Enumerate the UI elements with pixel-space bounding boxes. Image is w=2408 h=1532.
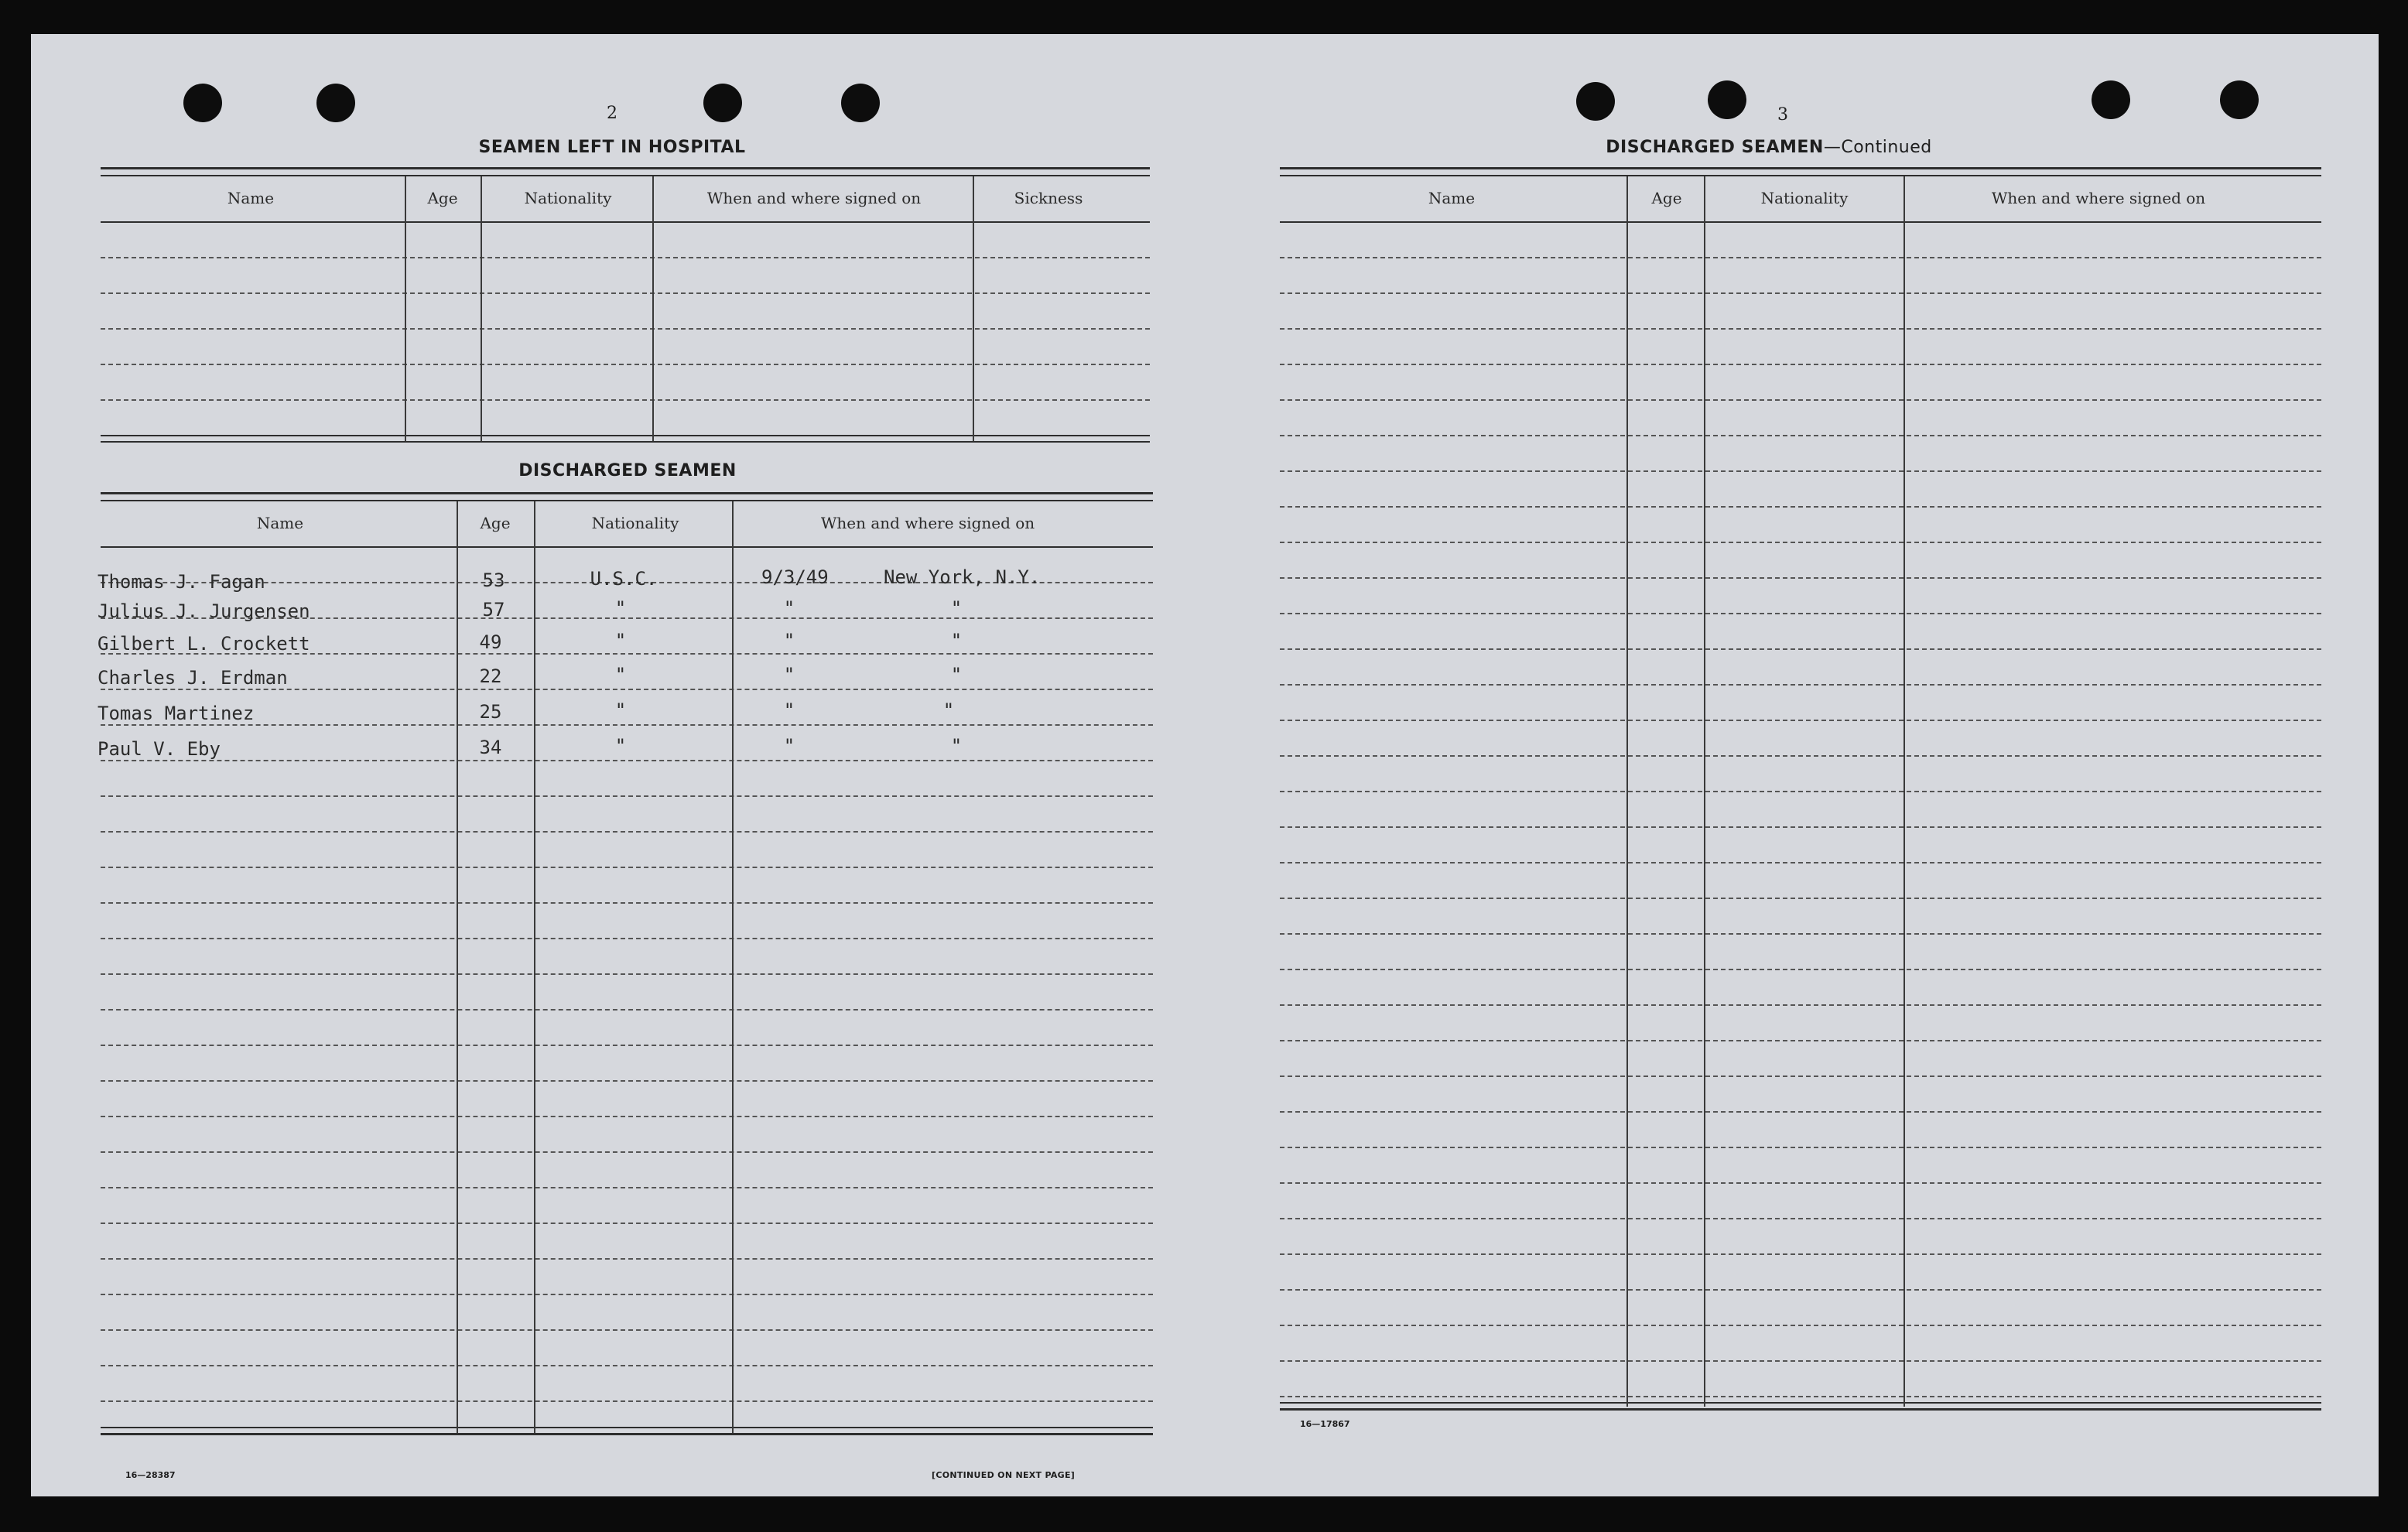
seaman-name: Tomas Martinez xyxy=(97,703,255,724)
table-row-line xyxy=(101,902,1153,904)
table-row-line xyxy=(1280,648,2321,650)
seaman-age: 25 xyxy=(479,701,502,723)
table-row-line xyxy=(101,1151,1153,1153)
table-row-line xyxy=(101,1009,1153,1011)
table-row-line xyxy=(101,328,1150,330)
table-rule xyxy=(1280,175,2321,176)
seaman-signed-on-place: " xyxy=(942,699,955,721)
seaman-nationality: " xyxy=(614,597,627,619)
punch-hole xyxy=(2092,80,2130,119)
table-row-line xyxy=(1280,1111,2321,1113)
continued-section-title xyxy=(1606,138,1931,157)
table-rule xyxy=(101,546,1153,548)
hospital-section-title: SEAMEN LEFT IN HOSPITAL xyxy=(478,138,746,157)
continued-header-signed-on: When and where signed on xyxy=(1991,189,2206,207)
seaman-signed-on-place: " xyxy=(950,664,963,686)
column-divider xyxy=(481,176,482,441)
table-row-line xyxy=(101,1365,1153,1366)
page-number: 3 xyxy=(1777,105,1788,125)
table-row-line xyxy=(1280,1289,2321,1291)
punch-hole xyxy=(316,84,355,122)
table-rule xyxy=(101,167,1150,169)
table-rule xyxy=(1280,1402,2321,1404)
table-row-line xyxy=(101,399,1150,401)
table-rule xyxy=(101,221,1150,223)
table-row-line xyxy=(1280,826,2321,828)
table-row-line xyxy=(101,867,1153,868)
form-number: 16—17867 xyxy=(1300,1419,1350,1429)
table-row-line xyxy=(1280,755,2321,757)
table-rule xyxy=(1280,1408,2321,1411)
punch-hole xyxy=(1576,82,1615,121)
table-row-line xyxy=(101,1329,1153,1331)
table-row-line xyxy=(1280,542,2321,543)
table-row-line xyxy=(1280,364,2321,365)
table-row-line xyxy=(1280,1218,2321,1219)
table-row-line xyxy=(1280,933,2321,935)
seaman-signed-on-date: " xyxy=(783,630,795,651)
hospital-header-signed-on: When and where signed on xyxy=(706,189,922,207)
table-row-line xyxy=(1280,1075,2321,1077)
table-rule xyxy=(101,1433,1153,1435)
continued-header-name: Name xyxy=(1428,189,1476,207)
punch-hole xyxy=(1708,80,1746,119)
table-row-line xyxy=(1280,506,2321,508)
column-divider xyxy=(973,176,974,441)
table-row-line xyxy=(1280,1182,2321,1184)
seaman-signed-on-place: " xyxy=(950,630,963,651)
column-divider xyxy=(1626,176,1628,1407)
discharged-header-nationality: Nationality xyxy=(591,514,679,532)
punch-hole xyxy=(2220,80,2259,119)
column-divider xyxy=(405,176,406,441)
table-row-line xyxy=(101,689,1153,690)
table-row-line xyxy=(101,938,1153,939)
punch-hole xyxy=(841,84,880,122)
table-row-line xyxy=(1280,257,2321,258)
table-row-line xyxy=(1280,399,2321,401)
column-divider xyxy=(732,501,734,1433)
table-row-line xyxy=(101,1223,1153,1224)
table-row-line xyxy=(1280,720,2321,721)
discharged-header-name: Name xyxy=(256,514,304,532)
table-rule xyxy=(1280,221,2321,223)
table-row-line xyxy=(1280,292,2321,294)
seaman-nationality: " xyxy=(614,630,627,651)
seaman-name: Thomas J. Fagan xyxy=(97,571,265,593)
seaman-age: 49 xyxy=(479,631,502,653)
seaman-name: Julius J. Jurgensen xyxy=(97,600,310,622)
table-rule xyxy=(1280,167,2321,169)
table-row-line xyxy=(101,831,1153,833)
seaman-name: Charles J. Erdman xyxy=(97,667,288,689)
seaman-nationality: " xyxy=(614,735,627,757)
table-row-line xyxy=(101,292,1150,294)
form-number: 16—28387 xyxy=(125,1470,176,1480)
table-row-line xyxy=(101,795,1153,797)
continued-title-suffix: —Continued xyxy=(1823,138,1932,157)
seaman-nationality: " xyxy=(614,699,627,721)
table-row-line xyxy=(1280,613,2321,614)
punch-hole xyxy=(183,84,222,122)
continued-header-age: Age xyxy=(1651,189,1682,207)
table-row-line xyxy=(101,760,1153,761)
table-row-line xyxy=(101,973,1153,975)
page-number: 2 xyxy=(607,104,617,123)
hospital-header-nationality: Nationality xyxy=(524,189,612,207)
continued-header-nationality: Nationality xyxy=(1760,189,1849,207)
table-row-line xyxy=(1280,435,2321,436)
hospital-header-age: Age xyxy=(427,189,458,207)
seaman-name: Gilbert L. Crockett xyxy=(97,633,310,655)
column-divider xyxy=(457,501,458,1433)
seaman-signed-on-place: New York, N.Y. xyxy=(884,566,1041,588)
seaman-signed-on-date: 9/3/49 xyxy=(761,566,829,588)
seaman-age: 34 xyxy=(479,737,502,758)
hospital-header-name: Name xyxy=(227,189,275,207)
table-rule xyxy=(101,1427,1153,1428)
discharged-header-age: Age xyxy=(480,514,511,532)
seaman-signed-on-place: " xyxy=(950,735,963,757)
table-row-line xyxy=(101,364,1150,365)
table-rule xyxy=(101,175,1150,176)
seaman-signed-on-date: " xyxy=(783,735,795,757)
table-row-line xyxy=(101,257,1150,258)
table-row-line xyxy=(101,1080,1153,1082)
table-row-line xyxy=(1280,1253,2321,1255)
seaman-age: 53 xyxy=(482,569,505,591)
continued-note: [CONTINUED ON NEXT PAGE] xyxy=(932,1470,1076,1480)
hospital-header-sickness: Sickness xyxy=(1014,189,1083,207)
punch-hole xyxy=(703,84,742,122)
table-row-line xyxy=(101,1116,1153,1117)
column-divider xyxy=(1704,176,1705,1407)
table-row-line xyxy=(1280,577,2321,579)
table-row-line xyxy=(1280,1040,2321,1041)
seaman-age: 22 xyxy=(479,665,502,687)
seaman-name: Paul V. Eby xyxy=(97,738,221,760)
table-row-line xyxy=(101,1045,1153,1046)
seaman-age: 57 xyxy=(482,599,505,621)
table-row-line xyxy=(101,1258,1153,1260)
table-row-line xyxy=(1280,1360,2321,1362)
table-rule xyxy=(101,441,1150,443)
table-row-line xyxy=(101,1400,1153,1402)
discharged-section-title: DISCHARGED SEAMEN xyxy=(518,461,737,480)
table-rule xyxy=(101,500,1153,501)
ledger-sheet xyxy=(31,34,2379,1496)
table-rule xyxy=(101,435,1150,436)
table-row-line xyxy=(1280,1147,2321,1148)
column-divider xyxy=(1903,176,1905,1407)
table-row-line xyxy=(1280,1004,2321,1006)
table-row-line xyxy=(101,1187,1153,1188)
table-row-line xyxy=(101,1294,1153,1295)
column-divider xyxy=(652,176,654,441)
discharged-header-signed-on: When and where signed on xyxy=(820,514,1035,532)
table-row-line xyxy=(1280,328,2321,330)
table-row-line xyxy=(1280,1325,2321,1326)
column-divider xyxy=(534,501,535,1433)
seaman-signed-on-date: " xyxy=(783,699,795,721)
table-row-line xyxy=(1280,1396,2321,1397)
seaman-signed-on-place: " xyxy=(950,597,963,619)
table-row-line xyxy=(101,724,1153,726)
seaman-nationality: " xyxy=(614,664,627,686)
seaman-signed-on-date: " xyxy=(783,597,795,619)
table-row-line xyxy=(1280,898,2321,899)
continued-title-main: DISCHARGED SEAMEN xyxy=(1606,138,1824,157)
seaman-signed-on-date: " xyxy=(783,664,795,686)
table-row-line xyxy=(1280,969,2321,970)
table-row-line xyxy=(1280,862,2321,863)
table-rule xyxy=(101,492,1153,494)
table-row-line xyxy=(1280,791,2321,792)
table-row-line xyxy=(1280,684,2321,686)
seaman-nationality: U.S.C. xyxy=(590,568,658,590)
table-row-line xyxy=(1280,470,2321,472)
